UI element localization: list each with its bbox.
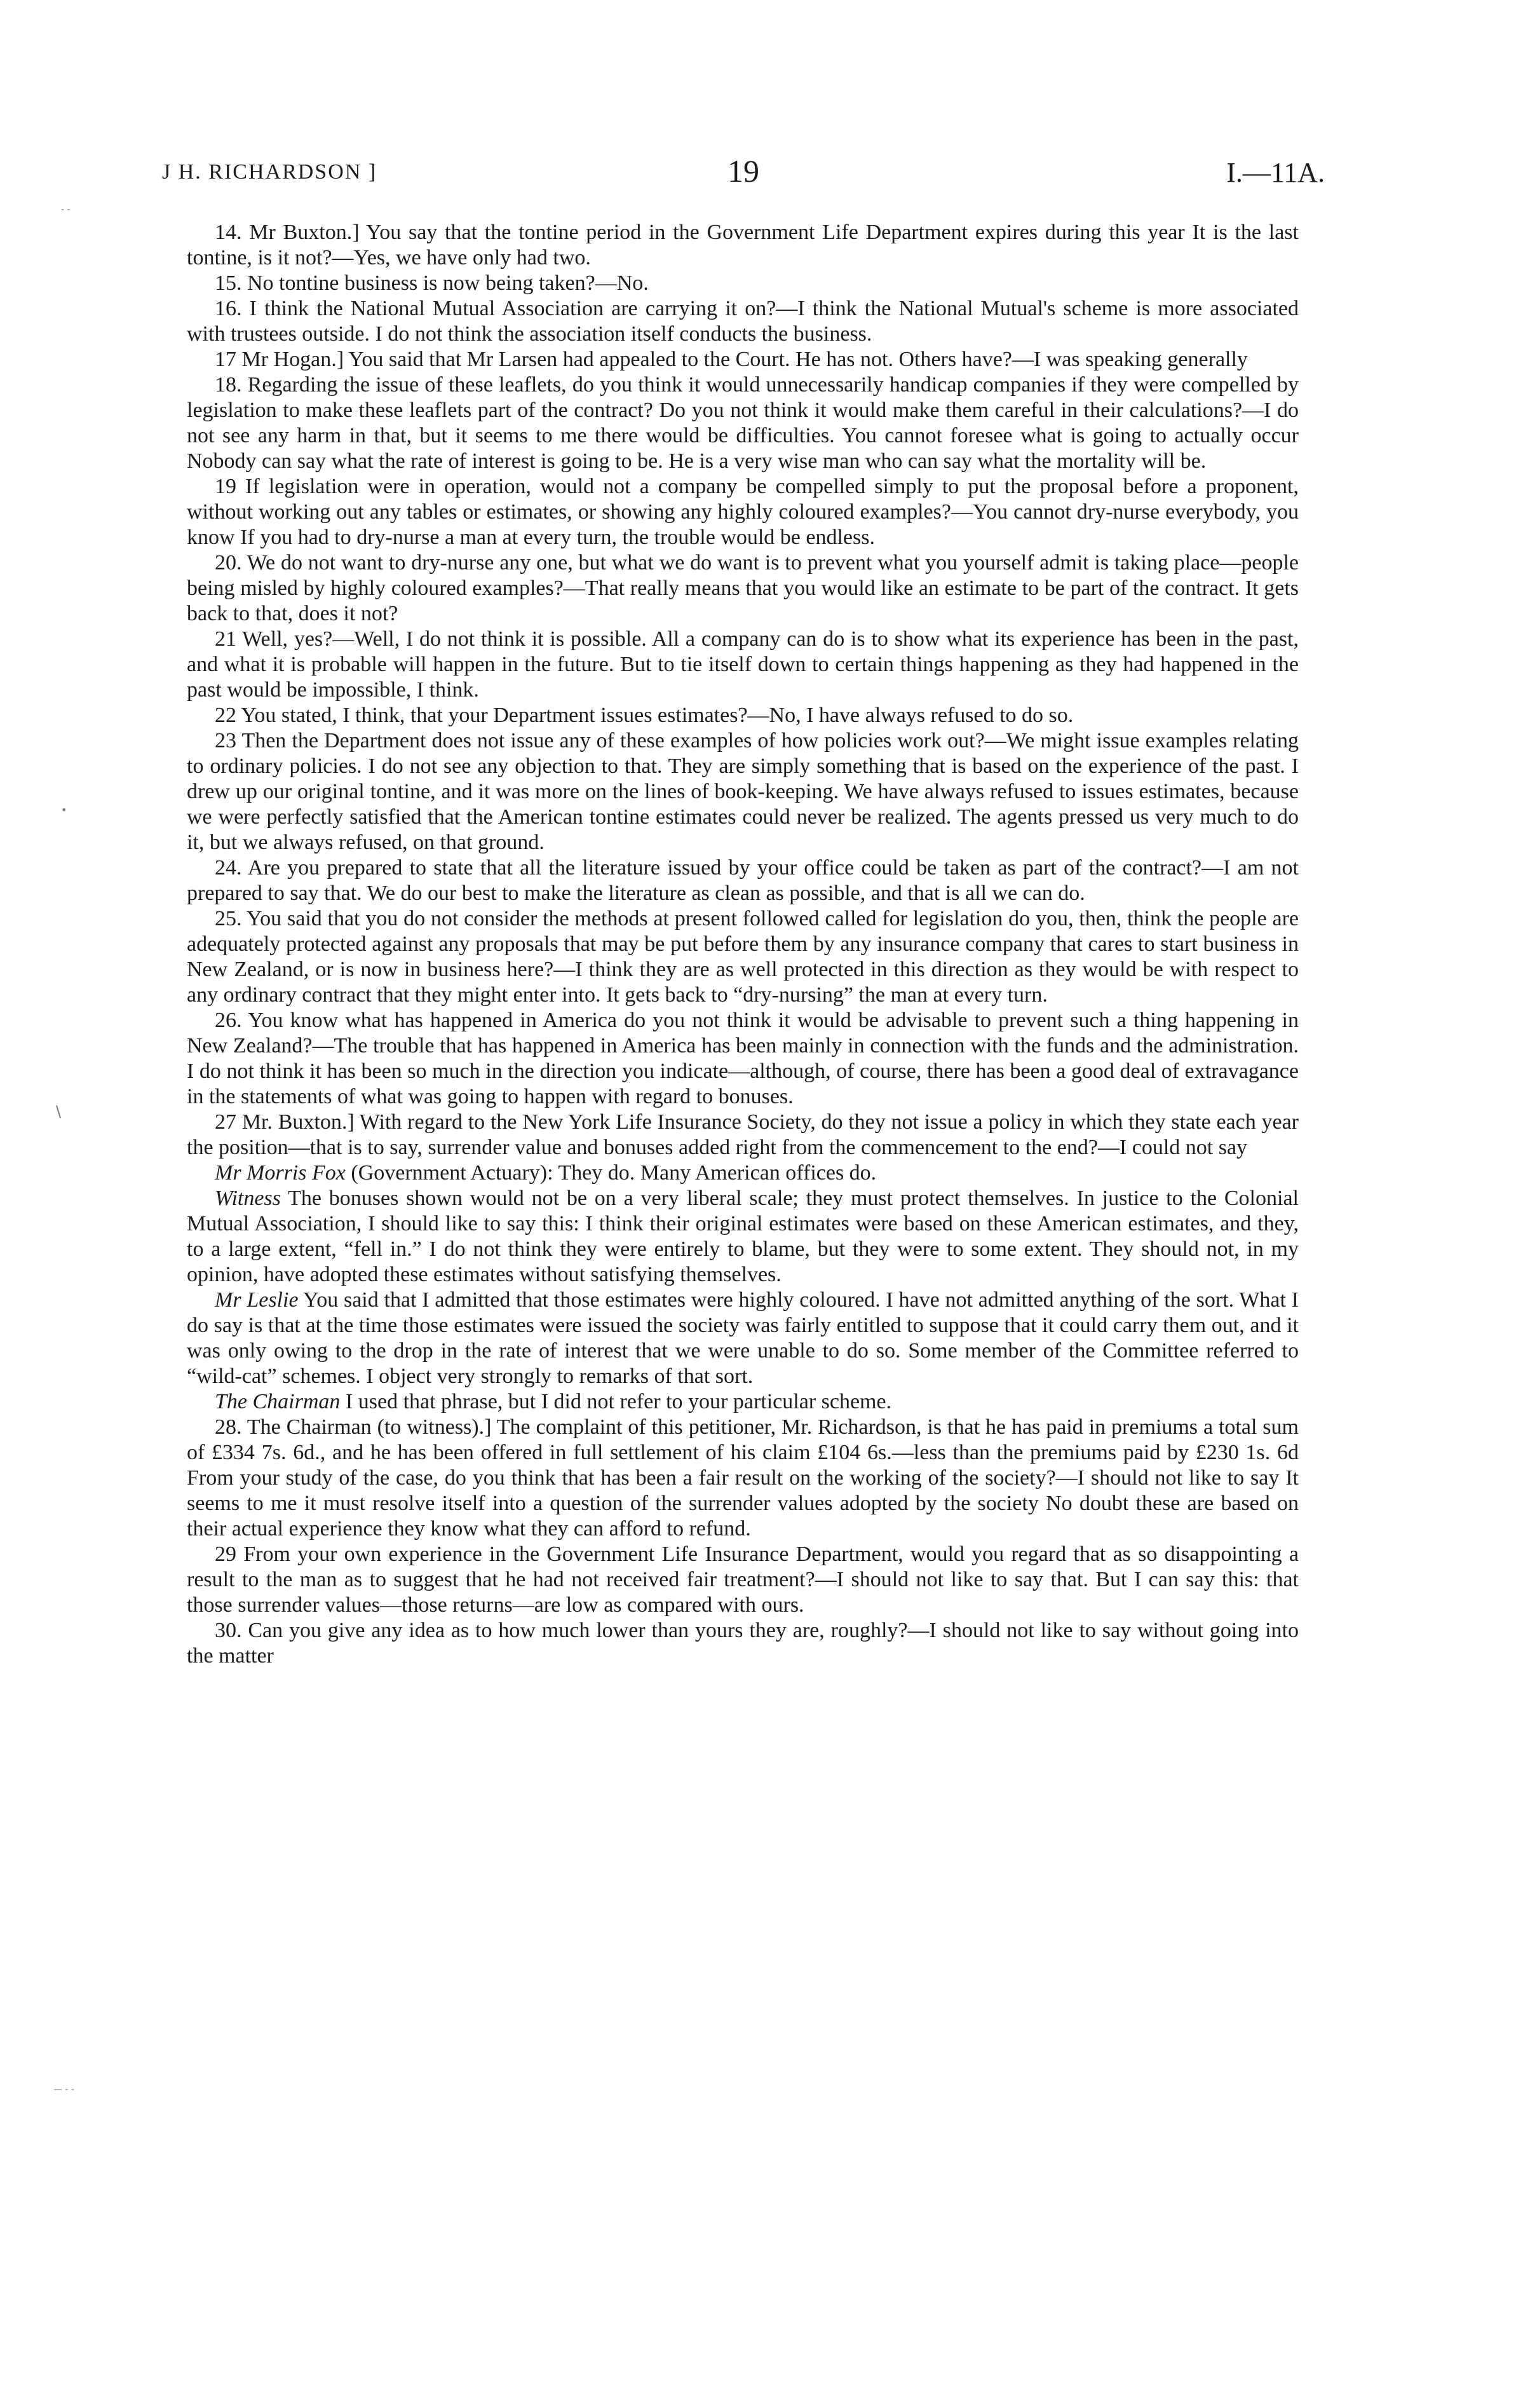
margin-speck: \ — [56, 1103, 62, 1120]
paragraph-q14: 14. Mr Buxton.] You say that the tontine period in the Government Life Department expires during this year It is the last tontine, is it not?—Yes, we have only had two. — [187, 221, 1299, 269]
paragraph-q29: 29 From your own experience in the Government Life Insurance Department, would you regard that as so disappointing a result to the man as to suggest that he had not received fair treatment?—I should not like to say that. But I can say this: that those surrender values—those returns—are low as compared with ours. — [187, 1542, 1299, 1617]
paragraph-q27: 27 Mr. Buxton.] With regard to the New York Life Insurance Society, do they not issue a policy in which they state each year the position—that is to say, surrender value and bonuses added right from the commencement to the end?—I could not say — [187, 1110, 1299, 1159]
paragraph-q22: 22 You stated, I think, that your Department issues estimates?—No, I have always refused to do so. — [215, 704, 1074, 727]
paragraph-leslie: Mr Leslie You said that I admitted that those estimates were highly coloured. I have not admitted anything of the sort. What I do say is that at the time those estimates were issued the society was fairly entitled to suppose that it could carry them out, and it was only owing to the drop in the rate of interest that we were unable to do so. Some member of the Committee referred to “wild-cat” schemes. I object very strongly to remarks of that sort. — [187, 1288, 1299, 1388]
testimony-body — [187, 220, 1299, 1669]
header-witness-name: J H. RICHARDSON ] — [162, 160, 377, 184]
speaker-name: Mr Morris Fox — [215, 1161, 346, 1185]
paragraph-fox: Mr Morris Fox (Government Actuary): They do. Many American offices do. — [215, 1161, 877, 1185]
paragraph-q25: 25. You said that you do not consider the methods at present followed called for legislation do you, then, think the people are adequately protected against any proposals that may be put before them by any insurance company that cares to start business in New Zealand, or is now in business here?—I think they are as well protected in this direction as they would be with respect to any ordinary contract that they might enter into. It gets back to “dry-nursing” the man at every turn. — [187, 907, 1299, 1007]
speaker-name: Witness — [215, 1187, 281, 1210]
paragraph-q20: 20. We do not want to dry-nurse any one, but what we do want is to prevent what you yourself admit is taking place—people being misled by highly coloured examples?—That really means that you would like an estimate to be part of the contract. It gets back to that, does it not? — [187, 551, 1299, 625]
page-number: 19 — [728, 153, 759, 189]
paragraph-q30: 30. Can you give any idea as to how much lower than yours they are, roughly?—I should not like to say without going into the matter — [187, 1619, 1299, 1668]
paragraph-q16: 16. I think the National Mutual Association are carrying it on?—I think the National Mutual's scheme is more associated with trustees outside. I do not think the association itself conducts the business. — [187, 297, 1299, 346]
speaker-name: Mr Leslie — [215, 1288, 299, 1312]
margin-speck: - - — [61, 205, 71, 215]
page-header — [162, 153, 1325, 197]
paragraph-q24: 24. Are you prepared to state that all the literature issued by your office could be taken as part of the contract?—I am not prepared to say that. We do our best to make the literature as clean as possible, and that is all we can do. — [187, 856, 1299, 905]
paragraph-q19: 19 If legislation were in operation, would not a company be compelled simply to put the proposal before a proponent, without working out any tables or estimates, or showing any highly coloured examples?—You cannot dry-nurse everybody, you know If you had to dry-nurse a man at every turn, the trouble would be endless. — [187, 475, 1299, 549]
paragraph-q15: 15. No tontine business is now being taken?—No. — [215, 271, 649, 295]
paragraph-q23: 23 Then the Department does not issue any of these examples of how policies work out?—We might issue examples relating to ordinary policies. I do not see any objection to that. They are simply something that is based on the experience of the past. I drew up our original tontine, and it was more on the lines of book-keeping. We have always refused to issues estimates, because we were perfectly satisfied that the American tontine estimates could never be realized. The agents pressed us very much to do it, but we always refused, on that ground. — [187, 729, 1299, 854]
document-reference: I.—11A. — [1226, 157, 1325, 188]
paragraph-q21: 21 Well, yes?—Well, I do not think it is possible. All a company can do is to show what its experience has been in the past, and what it is probable will happen in the future. But to tie itself down to certain things happening as they had happened in the past would be impossible, I think. — [187, 627, 1299, 702]
margin-speck: — - - — [53, 2085, 75, 2095]
margin-speck: • — [61, 804, 67, 816]
paragraph-q17: 17 Mr Hogan.] You said that Mr Larsen had appealed to the Court. He has not. Others have?—I was speaking generally — [215, 348, 1248, 371]
paragraph-witness: Witness The bonuses shown would not be on a very liberal scale; they must protect themselves. In justice to the Colonial Mutual Association, I should like to say this: I think their original estimates were based on these American estimates, and they, to a large extent, “fell in.” I do not think they were entirely to blame, but they were to some extent. They should not, in my opinion, have adopted these estimates without satisfying themselves. — [187, 1187, 1299, 1286]
paragraph-chairman: The Chairman I used that phrase, but I did not refer to your particular scheme. — [215, 1390, 892, 1413]
speaker-name: The Chairman — [215, 1390, 341, 1413]
paragraph-q28: 28. The Chairman (to witness).] The complaint of this petitioner, Mr. Richardson, is that he has paid in premiums a total sum of £334 7s. 6d., and he has been offered in full settlement of his claim £104 6s.—less than the premiums paid by £230 1s. 6d From your study of the case, do you think that has been a fair result on the working of the society?—I should not like to say It seems to me it must resolve itself into a question of the surrender values adopted by the society No doubt these are based on their actual experience they know what they can afford to refund. — [187, 1415, 1299, 1541]
paragraph-q18: 18. Regarding the issue of these leaflets, do you think it would unnecessarily handicap companies if they were compelled by legislation to make these leaflets part of the contract? Do you not think it would make them careful in their calculations?—I do not see any harm in that, but it seems to me there would be difficulties. You cannot foresee what is going to actually occur Nobody can say what the rate of interest is going to be. He is a very wise man who can say what the mortality will be. — [187, 373, 1299, 473]
paragraph-q26: 26. You know what has happened in America do you not think it would be advisable to prevent such a thing happening in New Zealand?—The trouble that has happened in America has been mainly in connection with the funds and the administration. I do not think it has been so much in the direction you indicate—although, of course, there has been a good deal of extravagance in the statements of what was going to happen with regard to bonuses. — [187, 1009, 1299, 1108]
